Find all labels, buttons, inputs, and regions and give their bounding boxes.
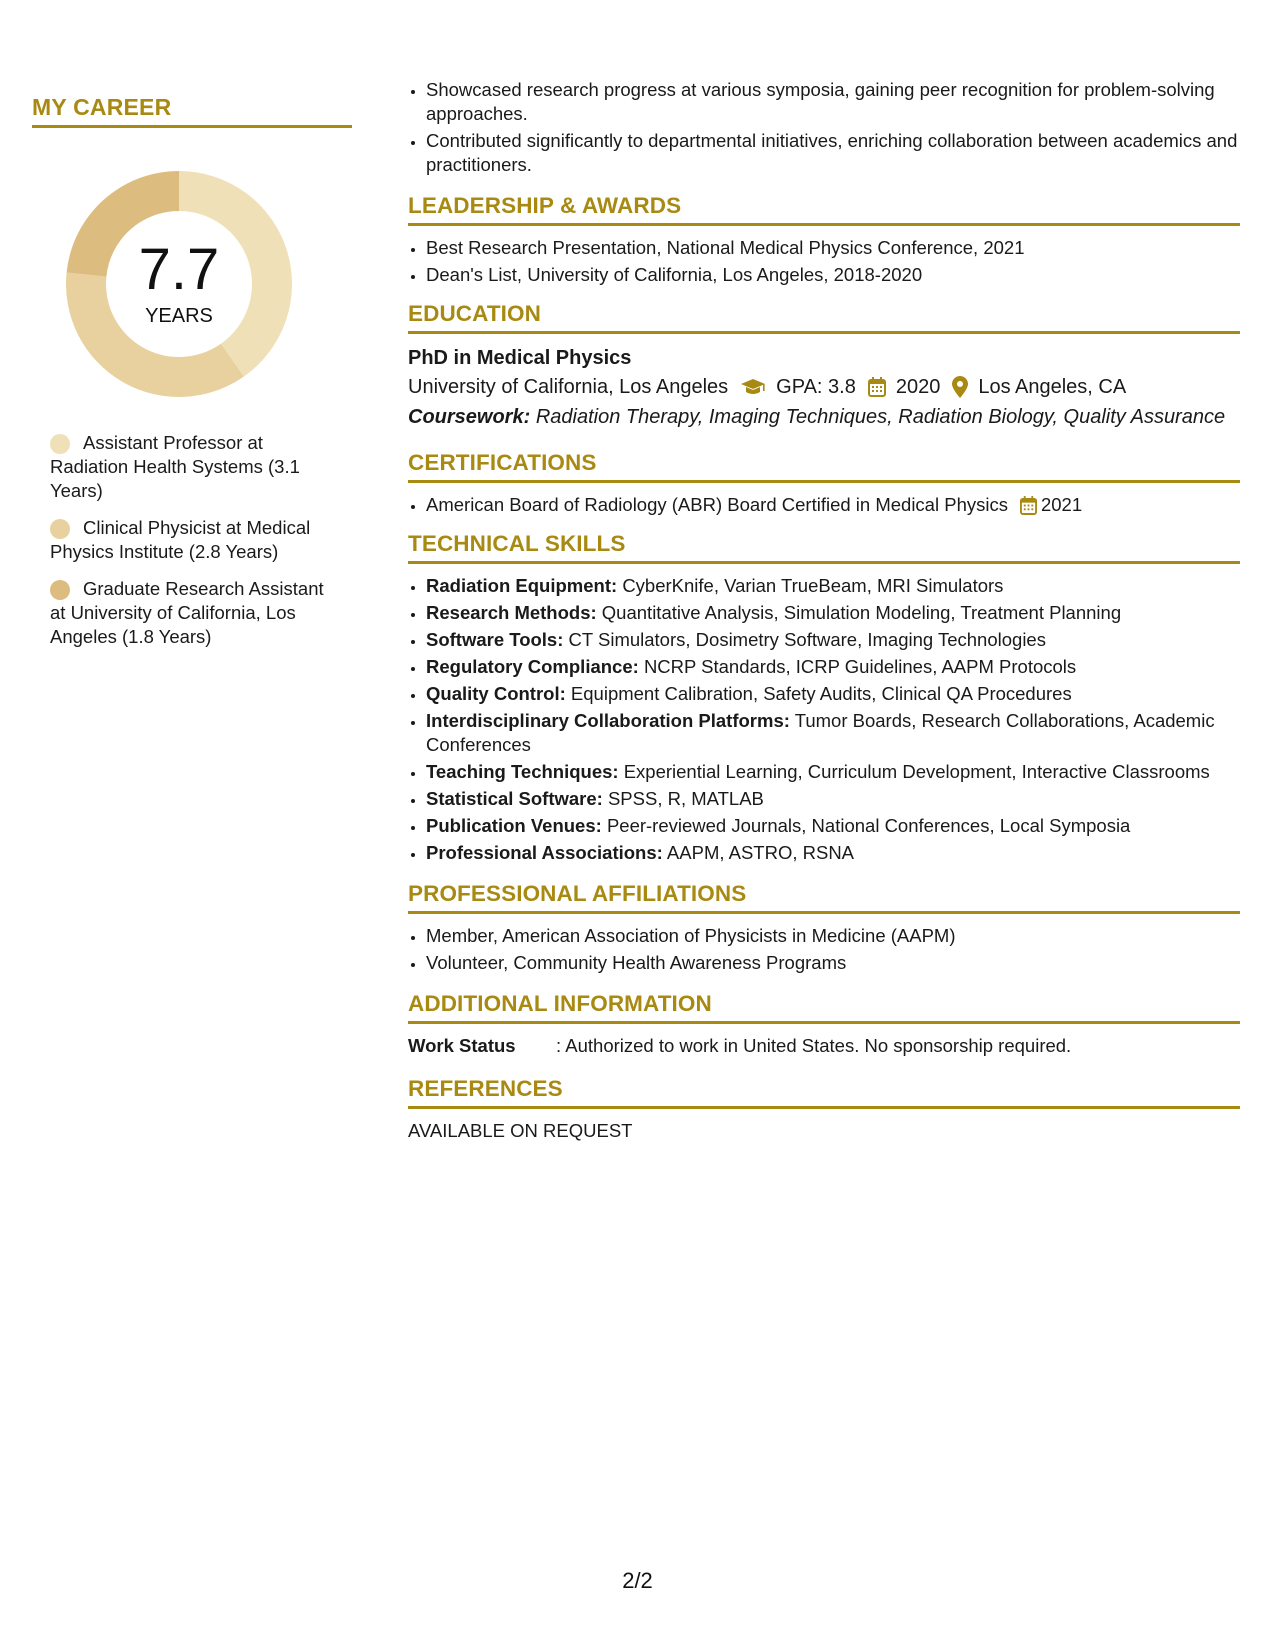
education-year: 2020 — [895, 376, 941, 398]
list-item — [426, 628, 1240, 652]
career-total-unit: YEARS — [145, 305, 213, 327]
education-school: University of California, Los Angeles — [408, 376, 729, 398]
list-item: • Volunteer, Community Health Awareness Programs — [426, 951, 1240, 975]
education-degree: PhD in Medical Physics — [408, 347, 632, 369]
education-gpa: GPA: 3.8 — [776, 376, 856, 398]
certifications-title: CERTIFICATIONS — [408, 450, 1240, 483]
list-item: • Best Research Presentation, National Medical Physics Conference, 2021 — [426, 236, 1240, 260]
list-item — [426, 814, 1240, 838]
coursework-label: Coursework: — [408, 406, 531, 428]
skill-label: Professional Associations: — [426, 842, 663, 863]
legend-label: Assistant Professor at Radiation Health Systems (3.1 Years) — [50, 432, 300, 501]
list-item — [426, 760, 1240, 784]
list-item — [426, 574, 1240, 598]
list-item — [426, 655, 1240, 679]
list-item — [426, 682, 1240, 706]
list-item: • Dean's List, University of California, Los Angeles, 2018-2020 — [426, 263, 1240, 287]
skill-value: Quantitative Analysis, Simulation Modeling, Treatment Planning — [601, 602, 1122, 623]
skill-value: Experiential Learning, Curriculum Development, Interactive Classrooms — [623, 761, 1210, 782]
certifications-list — [408, 493, 1240, 517]
coursework-value: Radiation Therapy, Imaging Techniques, Radiation Biology, Quality Assurance — [535, 406, 1226, 428]
certification-name: • American Board of Radiology (ABR) Board Certified in Medical Physics — [426, 494, 1008, 515]
legend-dot — [50, 434, 70, 454]
skill-value: CT Simulators, Dosimetry Software, Imaging Technologies — [568, 629, 1046, 650]
affiliations-title: PROFESSIONAL AFFILIATIONS — [408, 881, 1240, 914]
skill-value: SPSS, R, MATLAB — [607, 788, 764, 809]
career-sidebar — [32, 94, 352, 662]
list-item — [426, 841, 1240, 865]
list-item: • Showcased research progress at various symposia, gaining peer recognition for problem-solving approaches. — [426, 78, 1240, 126]
list-item — [426, 709, 1240, 757]
work-status-value: : Authorized to work in United States. No sponsorship required. — [556, 1035, 1072, 1056]
skill-label: Research Methods: — [426, 602, 597, 623]
skill-value: CyberKnife, Varian TrueBeam, MRI Simulators — [622, 575, 1004, 596]
career-donut-chart — [66, 171, 292, 397]
skill-label: Radiation Equipment: — [426, 575, 618, 596]
skill-value: Equipment Calibration, Safety Audits, Clinical QA Procedures — [570, 683, 1072, 704]
skill-label: Teaching Techniques: — [426, 761, 619, 782]
education-location: Los Angeles, CA — [978, 376, 1127, 398]
certification-year: 2021 — [1040, 494, 1083, 515]
location-pin-icon — [952, 376, 968, 398]
references-title: REFERENCES — [408, 1076, 1240, 1109]
legend-item — [50, 516, 330, 564]
list-item — [426, 493, 1240, 517]
skill-label: Publication Venues: — [426, 815, 602, 836]
career-title: MY CAREER — [32, 94, 352, 128]
graduation-cap-icon — [740, 378, 766, 396]
legend-label: Graduate Research Assistant at University of California, Los Angeles (1.8 Years) — [50, 578, 324, 647]
skill-value: NCRP Standards, ICRP Guidelines, AAPM Protocols — [643, 656, 1077, 677]
legend-item — [50, 431, 330, 503]
calendar-icon — [868, 377, 886, 397]
list-item — [426, 787, 1240, 811]
skill-label: Interdisciplinary Collaboration Platforms: — [426, 710, 790, 731]
calendar-icon — [1020, 496, 1037, 515]
skill-label: Regulatory Compliance: — [426, 656, 639, 677]
skill-value: Peer-reviewed Journals, National Conferences, Local Symposia — [606, 815, 1131, 836]
additional-info-title: ADDITIONAL INFORMATION — [408, 991, 1240, 1024]
work-status-row — [408, 1034, 1240, 1058]
skill-label: Software Tools: — [426, 629, 564, 650]
affiliations-list — [408, 924, 1240, 975]
skills-title: TECHNICAL SKILLS — [408, 531, 1240, 564]
education-title: EDUCATION — [408, 301, 1240, 334]
career-legend — [50, 431, 330, 649]
main-content — [408, 78, 1240, 1143]
skill-label: Quality Control: — [426, 683, 566, 704]
career-total-value: 7.7 — [138, 237, 220, 302]
list-item: • Contributed significantly to departmental initiatives, enriching collaboration between academics and practitioners. — [426, 129, 1240, 177]
leadership-title: LEADERSHIP & AWARDS — [408, 193, 1240, 226]
legend-dot — [50, 580, 70, 600]
experience-bullets — [408, 78, 1240, 177]
legend-dot — [50, 519, 70, 539]
page-number: 2/2 — [622, 1568, 653, 1593]
list-item — [426, 601, 1240, 625]
skills-list — [408, 574, 1240, 865]
work-status-label: Work Status — [408, 1035, 516, 1056]
skill-label: Statistical Software: — [426, 788, 603, 809]
list-item: • Member, American Association of Physicists in Medicine (AAPM) — [426, 924, 1240, 948]
skill-value: AAPM, ASTRO, RSNA — [666, 842, 855, 863]
education-coursework — [408, 402, 1240, 432]
leadership-list — [408, 236, 1240, 287]
skill-value: Tumor Boards, Research Collaborations, Academic Conferences — [426, 710, 1215, 755]
legend-label: Clinical Physicist at Medical Physics Institute (2.8 Years) — [50, 517, 311, 562]
education-details — [408, 372, 1240, 402]
legend-item — [50, 577, 330, 649]
references-text: AVAILABLE ON REQUEST — [408, 1120, 633, 1141]
